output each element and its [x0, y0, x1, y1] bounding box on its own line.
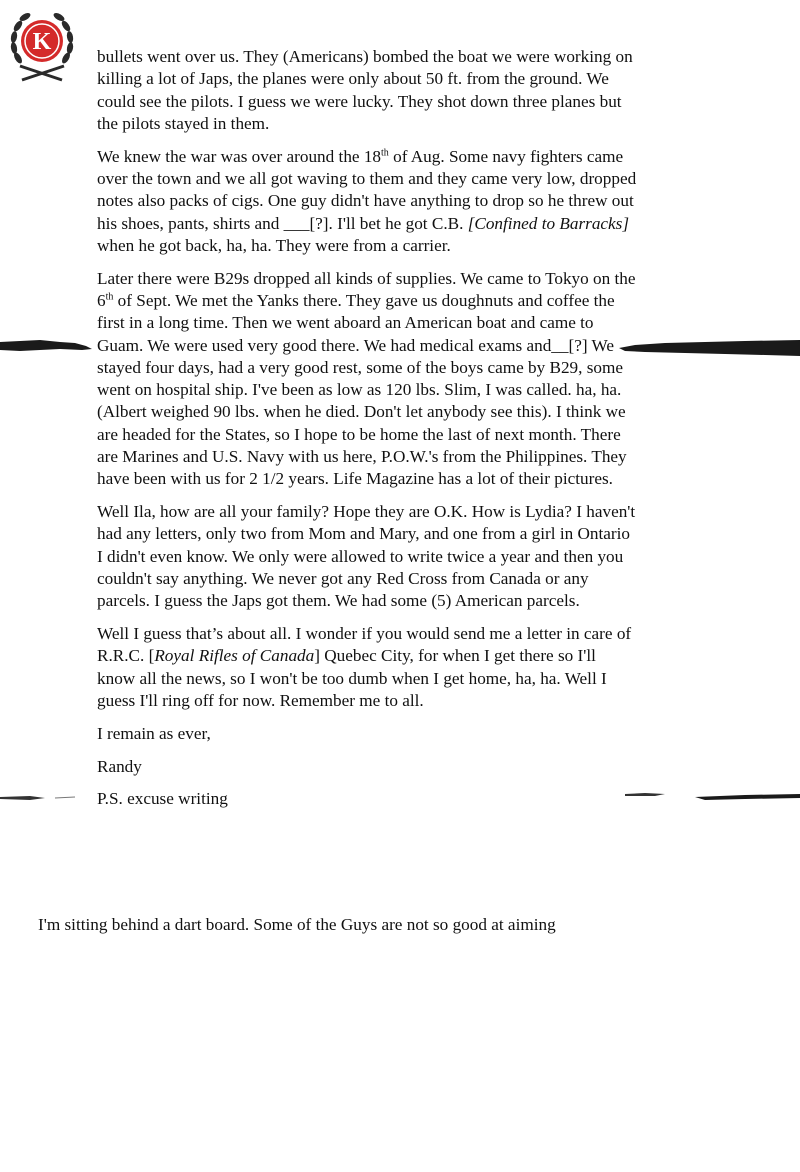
logo-letter: K	[32, 29, 52, 55]
tear-mark-left-lower	[0, 793, 80, 803]
text-segment: ] Quebec City, for when I get there so I'll know all the news, so I won't be too dumb when I get home, ha, ha. Well I guess I'll ring off for now. Remember me to all.	[97, 646, 607, 711]
text-segment: We knew the war was over around the 18	[97, 146, 382, 166]
tear-mark-right-lower	[625, 790, 800, 804]
letter-paragraph	[97, 623, 637, 712]
letter-paragraph	[97, 788, 637, 810]
text-segment: of Aug. Some navy fighters came over the town and we all got waving to them and they came very low, dropped notes also packs of cigs. One guy didn't have anything to drop so he threw out his shoes, pants, shirts and ___[?]. I'll bet he got C.B.	[97, 146, 637, 233]
tear-mark-left-upper	[0, 336, 95, 356]
letter-paragraph	[97, 501, 637, 612]
letter-paragraph	[97, 756, 637, 778]
text-segment: of Sept. We met the Yanks there. They gave us doughnuts and coffee the first in a long time. Then we went aboard an American boat and came to Guam. We were used very good there. We had medical exams and__[?] We stayed four days, had a very good rest, some of the boys came by B29, some went on hospital ship. I've been as low as 120 lbs. Slim, I was called. ha, ha. (Albert weighed 90 lbs. when he died. Don't let anybody see this). I think we are headed for the States, so I hope to be home the last of next month. There are Marines and U.S. Navy with us here, P.O.W.'s from the Philippines. They have been with us for 2 1/2 years. Life Magazine has a lot of their pictures.	[97, 290, 627, 489]
letter-paragraph	[97, 46, 637, 135]
letter-body	[97, 46, 637, 821]
text-segment: when he got back, ha, ha. They were from a carrier.	[97, 235, 451, 255]
text-segment: Randy	[97, 756, 142, 776]
text-segment: bullets went over us. They (Americans) bombed the boat we were working on killing a lot of Japs, the planes were only about 50 ft. from the ground. We could see the pilots. I guess we were lucky. They shot down three planes but the pilots stayed in them.	[97, 47, 633, 133]
letter-paragraph	[97, 146, 637, 257]
editorial-note: [Confined to Barracks]	[467, 213, 630, 233]
text-segment: Later there were B29s dropped all kinds of supplies. We came to Tokyo on the 6	[97, 268, 636, 310]
letter-paragraph	[97, 268, 637, 491]
tear-mark-right-upper	[615, 336, 800, 360]
ordinal-suffix: th	[381, 146, 389, 158]
text-segment: Well Ila, how are all your family? Hope they are O.K. How is Lydia? I haven't had any letters, only two from Mom and Mary, and one from a girl in Ontario I didn't even know. We only were allowed to write twice a year and then you couldn't say anything. We never got any Red Cross from Canada or any parcels. I guess the Japs got them. We had some (5) American parcels.	[97, 502, 636, 611]
ordinal-suffix: th	[105, 291, 114, 303]
text-segment: P.S. excuse writing	[97, 789, 228, 809]
kent-logo-icon	[6, 8, 78, 84]
text-segment: I remain as ever,	[97, 723, 211, 743]
editorial-note: Royal Rifles of Canada	[154, 646, 315, 666]
letter-paragraph	[97, 723, 637, 745]
text-segment: Well I guess that’s about all. I wonder if you would send me a letter in care of R.R.C. [	[97, 624, 632, 666]
postscript-line: I'm sitting behind a dart board. Some of the Guys are not so good at aiming	[38, 915, 556, 934]
